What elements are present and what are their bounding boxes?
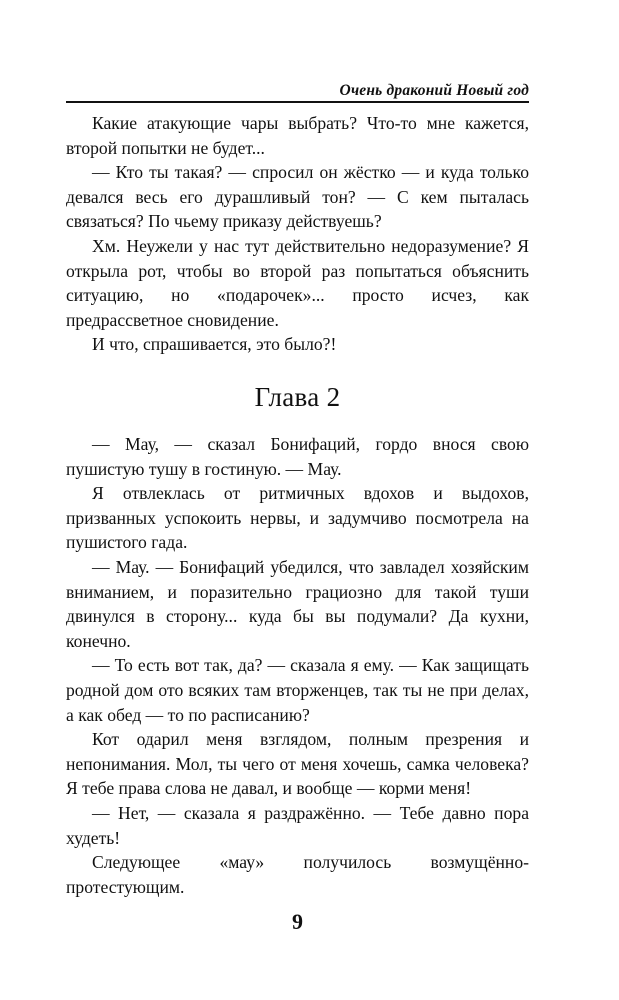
paragraph: Хм. Неужели у нас тут действительно недоразумение? Я открыла рот, чтобы во второй раз попытаться объяснить ситуацию, но «подарочек»... просто исчез, как предрассветное сновидение.	[66, 235, 529, 330]
paragraph: — Мау, — сказал Бонифаций, гордо внося свою пушистую тушу в гостиную. — Мау.	[66, 434, 529, 479]
page-number: 9	[292, 909, 303, 934]
paragraph: — Нет, — сказала я раздражённо. — Тебе давно пора худеть!	[66, 802, 529, 848]
paragraph: — То есть вот так, да? — сказала я ему. — Как защищать родной дом ото всяких там вторженцев, так ты не при делах, а как обед — то по расписанию?	[66, 655, 529, 725]
text-block-before-chapter	[66, 111, 529, 357]
paragraph: — Кто ты такая? — спросил он жёстко — и куда только девался весь его дурашливый тон? — С кем пыталась связаться? По чьему приказу действуешь?	[66, 162, 529, 232]
running-header: Очень драконий Новый год	[339, 82, 529, 99]
text-block-after-chapter	[66, 432, 529, 899]
paragraph: Кот одарил меня взглядом, полным презрения и непонимания. Мол, ты чего от меня хочешь, самка человека? Я тебе права слова не давал, и вообще — корми меня!	[66, 729, 529, 799]
header-rule	[66, 101, 529, 103]
paragraph: Следующее «мау» получилось возмущённо-протестующим.	[66, 852, 529, 897]
paragraph: Я отвлеклась от ритмичных вдохов и выдохов, призванных успокоить нервы, и задумчиво посмотрела на пушистого гада.	[66, 483, 529, 553]
paragraph: Какие атакующие чары выбрать? Что-то мне кажется, второй попытки не будет...	[66, 113, 529, 158]
chapter-heading: Глава 2	[254, 382, 341, 412]
paragraph: — Мау. — Бонифаций убедился, что завладел хозяйским вниманием, и поразительно грациозно для такой туши двинулся в сторону... куда бы вы подумали? Да кухни, конечно.	[66, 556, 529, 651]
paragraph: И что, спрашивается, это было?!	[92, 334, 337, 355]
